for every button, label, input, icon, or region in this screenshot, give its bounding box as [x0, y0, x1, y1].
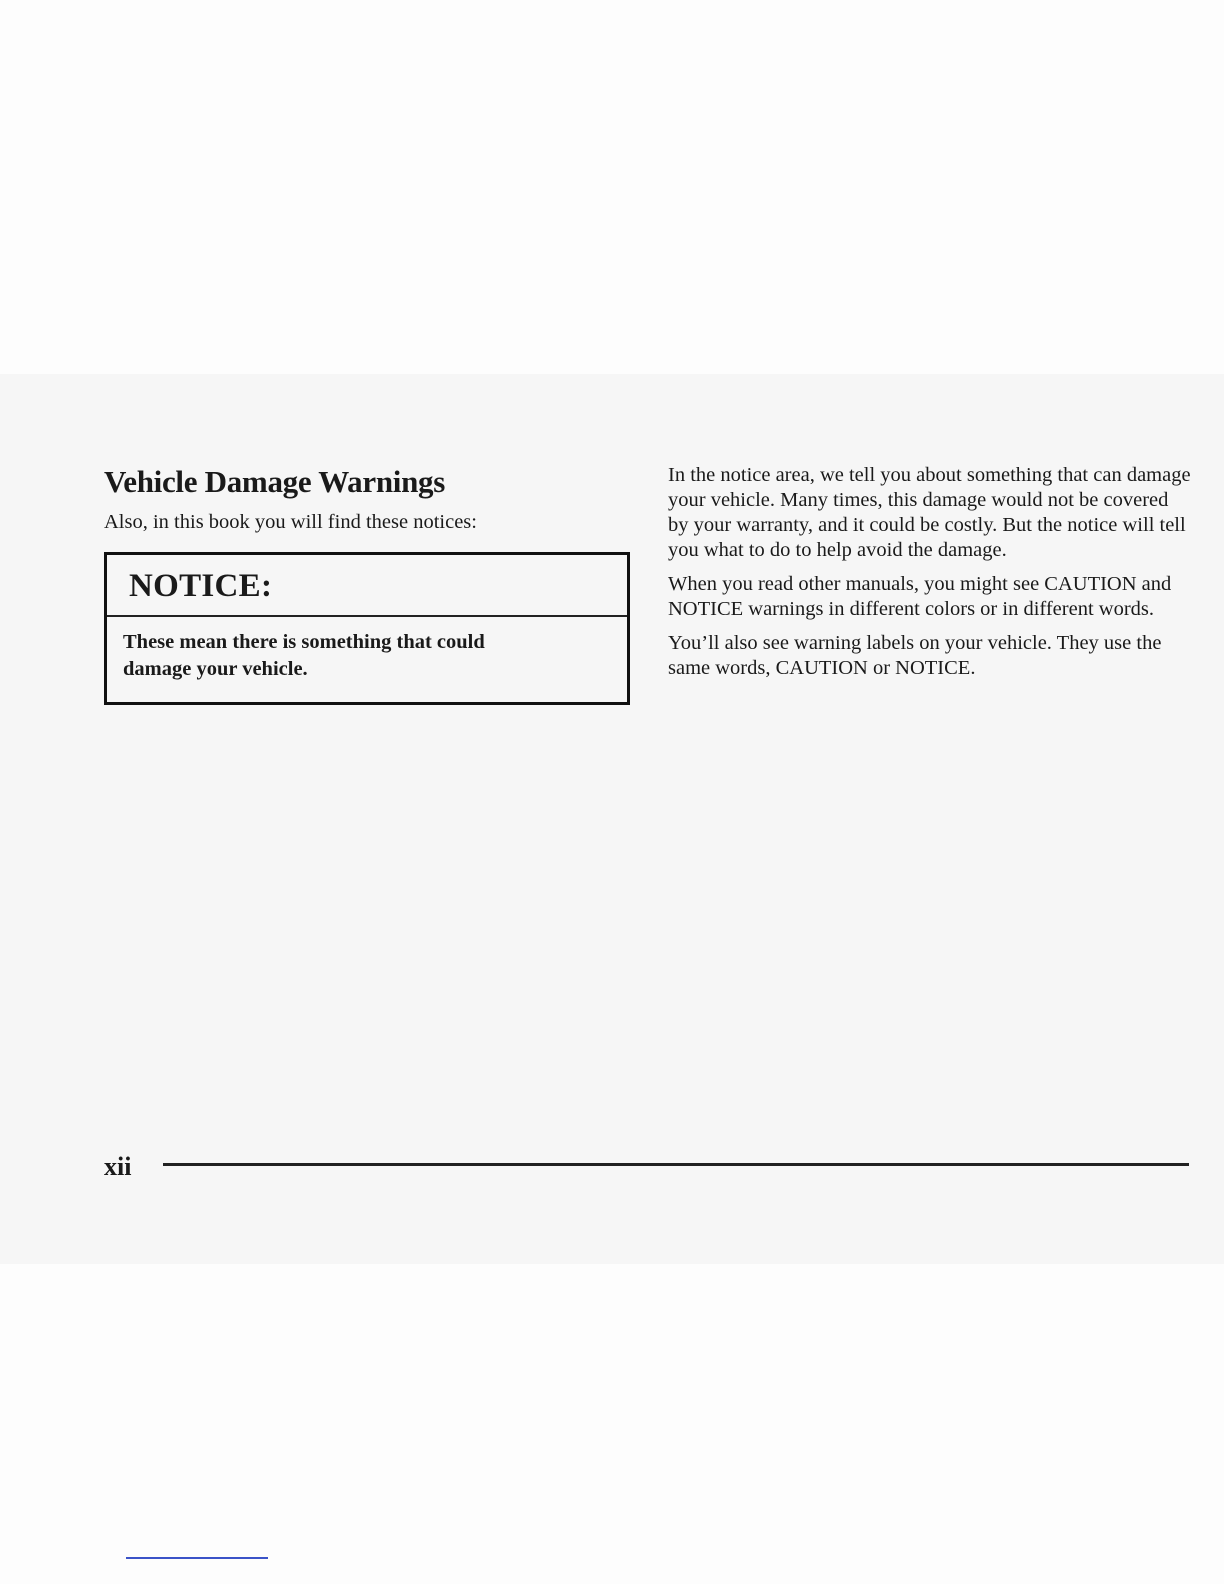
notice-body-line-2: damage your vehicle.: [123, 658, 308, 680]
section-title: Vehicle Damage Warnings: [104, 464, 446, 499]
notice-body: [107, 617, 627, 683]
left-column: [104, 460, 630, 536]
notice-body-line-1: These mean there is something that could: [123, 631, 485, 653]
page-number: xii: [104, 1152, 132, 1181]
link-underline[interactable]: [126, 1557, 268, 1559]
paragraph-other-manuals: When you read other manuals, you might see CAUTION and NOTICE warnings in different colors or in different words.: [668, 573, 1172, 620]
footer-rule: [163, 1163, 1189, 1166]
paragraph-notice-area: In the notice area, we tell you about something that can damage your vehicle. Many times, this damage would not be covered by your warranty, and it could be costly. But the notice will tell you what to do to help avoid the damage.: [668, 464, 1191, 561]
notice-label: NOTICE:: [107, 555, 627, 617]
right-column: [668, 463, 1193, 690]
notice-box: [104, 552, 630, 705]
intro-text: Also, in this book you will find these notices:: [104, 511, 477, 533]
paragraph-warning-labels: You’ll also see warning labels on your vehicle. They use the same words, CAUTION or NOTICE.: [668, 632, 1162, 679]
